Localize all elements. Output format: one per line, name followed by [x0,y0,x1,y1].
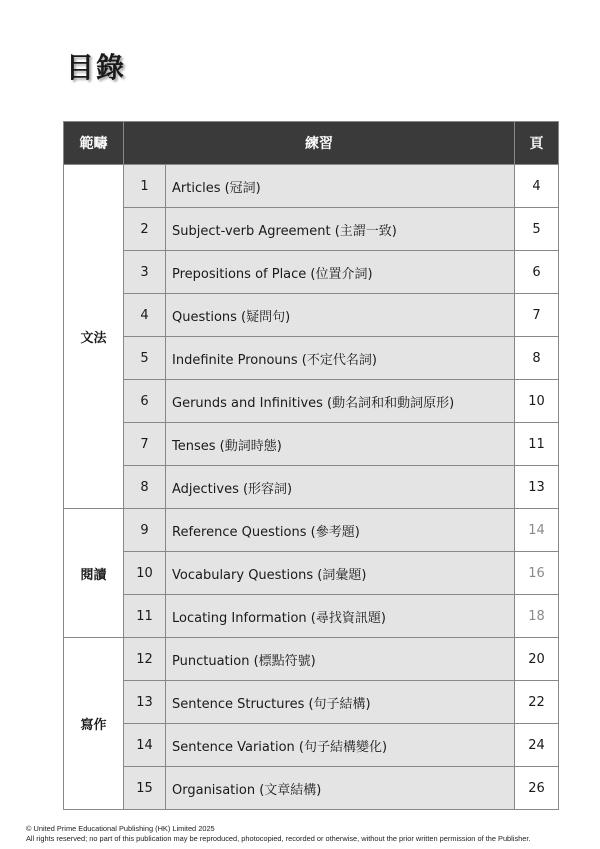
exercise-number: 4 [124,294,166,337]
copyright-line: © United Prime Educational Publishing (HK) Limited 2025 [26,824,215,833]
page-title: 目錄 [66,51,127,84]
exercise-topic: Articles (冠詞) [166,165,515,208]
table-row [64,724,559,767]
exercise-number: 10 [124,552,166,595]
page-number: 24 [515,724,559,767]
exercise-number: 14 [124,724,166,767]
rights-notice: All rights reserved; no part of this publication may be reproduced, photocopied, recorded or otherwise, without the prior written permission of the Publisher. [26,834,531,843]
table-row [64,552,559,595]
exercise-topic: Prepositions of Place (位置介詞) [166,251,515,294]
page-number: 7 [515,294,559,337]
table-row [64,380,559,423]
exercise-number: 3 [124,251,166,294]
exercise-number: 8 [124,466,166,509]
exercise-topic: Gerunds and Infinitives (動名詞和和動詞原形) [166,380,515,423]
exercise-number: 2 [124,208,166,251]
table-row [64,466,559,509]
header-page: 頁 [515,122,559,165]
exercise-topic: Subject-verb Agreement (主謂一致) [166,208,515,251]
copyright-footer [26,824,530,844]
table-row [64,767,559,810]
category-reading: 閱讀 [64,509,124,638]
table-row [64,681,559,724]
exercise-number: 12 [124,638,166,681]
exercise-number: 6 [124,380,166,423]
page-number: 16 [515,552,559,595]
exercise-topic: Tenses (動詞時態) [166,423,515,466]
exercise-number: 1 [124,165,166,208]
exercise-topic: Sentence Variation (句子結構變化) [166,724,515,767]
exercise-topic: Vocabulary Questions (詞彙題) [166,552,515,595]
table-row [64,165,559,208]
exercise-number: 11 [124,595,166,638]
table-row [64,509,559,552]
page-number: 4 [515,165,559,208]
exercise-number: 15 [124,767,166,810]
page-number: 26 [515,767,559,810]
table-row [64,595,559,638]
exercise-topic: Locating Information (尋找資訊題) [166,595,515,638]
exercise-topic: Reference Questions (參考題) [166,509,515,552]
exercise-topic: Sentence Structures (句子結構) [166,681,515,724]
page-number: 6 [515,251,559,294]
header-exercise: 練習 [124,122,515,165]
exercise-topic: Adjectives (形容詞) [166,466,515,509]
page-number: 20 [515,638,559,681]
page-number: 11 [515,423,559,466]
exercise-topic: Questions (疑問句) [166,294,515,337]
page-number: 8 [515,337,559,380]
exercise-topic: Punctuation (標點符號) [166,638,515,681]
table-row [64,251,559,294]
category-grammar: 文法 [64,165,124,509]
contents-table [63,121,559,810]
page-number: 5 [515,208,559,251]
table-row [64,423,559,466]
page-number: 10 [515,380,559,423]
table-row [64,208,559,251]
exercise-number: 13 [124,681,166,724]
category-writing: 寫作 [64,638,124,810]
exercise-number: 9 [124,509,166,552]
table-row [64,638,559,681]
table-row [64,294,559,337]
header-category: 範疇 [64,122,124,165]
page-number: 22 [515,681,559,724]
page-number: 13 [515,466,559,509]
page-number: 18 [515,595,559,638]
exercise-number: 5 [124,337,166,380]
page-number: 14 [515,509,559,552]
header-row [64,122,559,165]
exercise-number: 7 [124,423,166,466]
exercise-topic: Organisation (文章結構) [166,767,515,810]
exercise-topic: Indefinite Pronouns (不定代名詞) [166,337,515,380]
table-row [64,337,559,380]
